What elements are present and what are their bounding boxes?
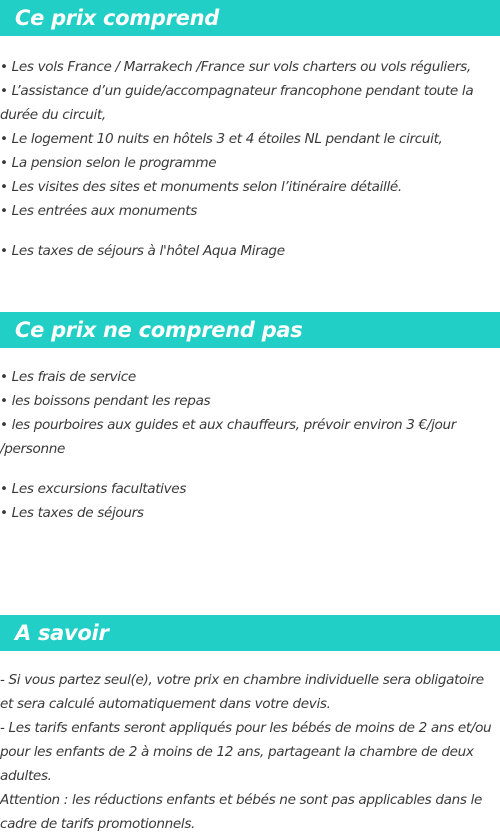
not-included-title: Ce prix ne comprend pas [15, 318, 303, 342]
list-item: • les pourboires aux guides et aux chauffeurs, prévoir environ 3 €/jour /personne [0, 417, 456, 457]
list-item: • les boissons pendant les repas [0, 393, 211, 409]
not-included-list [0, 365, 500, 525]
list-item: • La pension selon le programme [0, 155, 217, 171]
list-item: • Les entrées aux monuments [0, 203, 197, 219]
paragraph: - Si vous partez seul(e), votre prix en chambre individuelle sera obligatoire et sera calculé automatiquement dans votre devis. [0, 672, 484, 712]
included-header [0, 0, 500, 36]
paragraph: - Les tarifs enfants seront appliqués pour les bébés de moins de 2 ans et/ou pour les enfants de 2 à moins de 12 ans, partageant la chambre de deux adultes. [0, 720, 492, 784]
list-item: • Les visites des sites et monuments selon l’itinéraire détaillé. [0, 179, 402, 195]
to-know-title: A savoir [15, 621, 109, 645]
list-item: • Les excursions facultatives [0, 481, 187, 497]
included-title: Ce prix comprend [15, 6, 219, 30]
list-item: • Les vols France / Marrakech /France sur vols charters ou vols réguliers, [0, 59, 471, 75]
not-included-header [0, 312, 500, 348]
list-item: • Le logement 10 nuits en hôtels 3 et 4 étoiles NL pendant le circuit, [0, 131, 443, 147]
paragraph: Attention : les réductions enfants et bébés ne sont pas applicables dans le cadre de tarifs promotionnels. [0, 792, 483, 832]
list-item: • L’assistance d’un guide/accompagnateur francophone pendant toute la durée du circuit, [0, 83, 474, 123]
included-list [0, 55, 500, 263]
to-know-header [0, 615, 500, 651]
list-item: • Les taxes de séjours [0, 505, 144, 521]
list-item: • Les frais de service [0, 369, 136, 385]
list-item: • Les taxes de séjours à l'hôtel Aqua Mirage [0, 243, 285, 259]
